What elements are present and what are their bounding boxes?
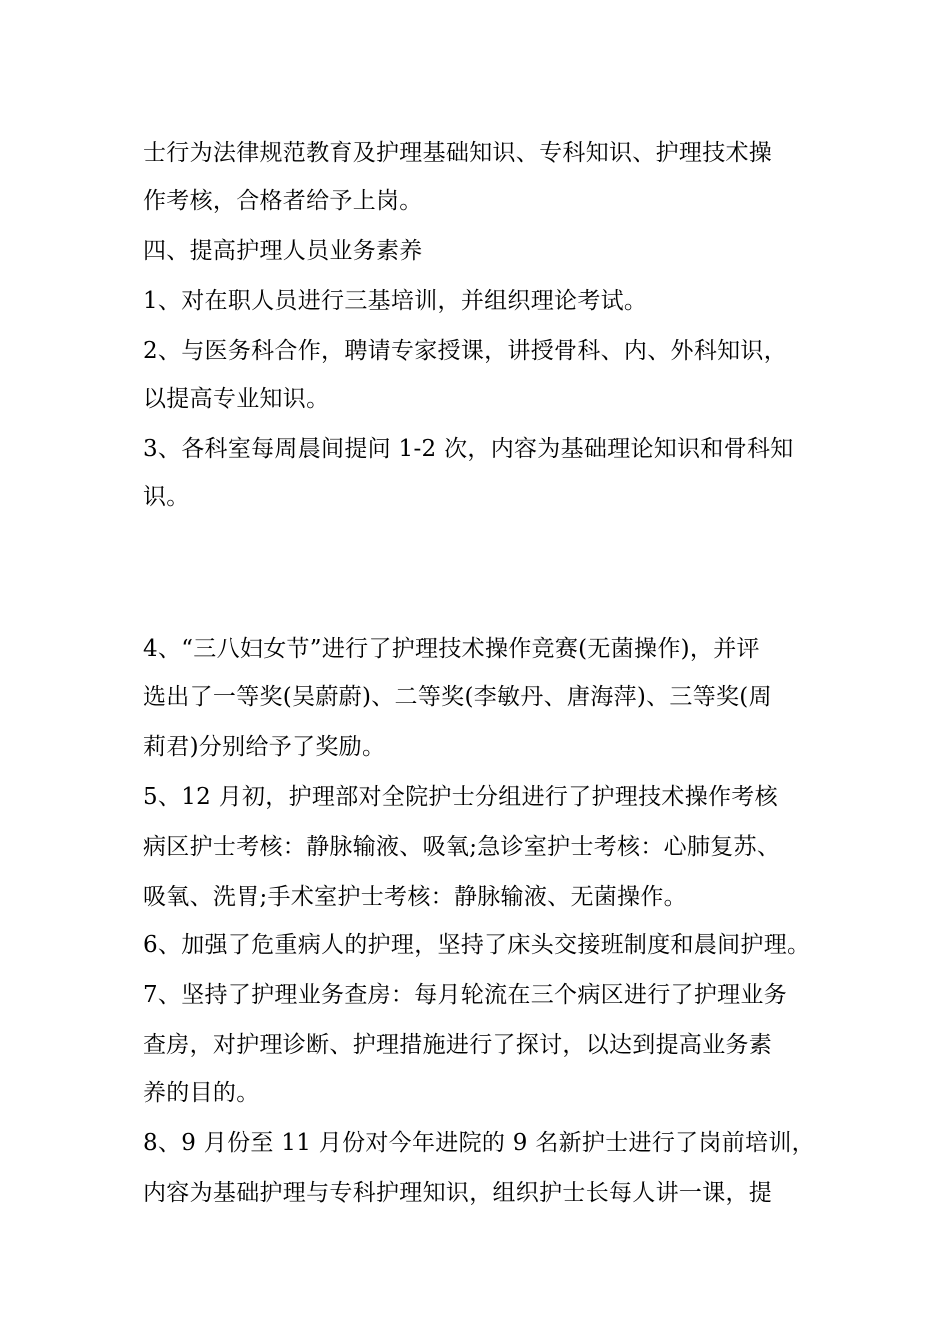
section-heading: 四、提高护理人员业务素养 (143, 238, 423, 264)
text-line: 2、与医务科合作，聘请专家授课，讲授骨科、内、外科知识， (143, 338, 788, 364)
text-line: 养的目的。 (143, 1080, 260, 1106)
text-line: 6、加强了危重病人的护理，坚持了床头交接班制度和晨间护理。 (143, 932, 811, 958)
text-line: 选出了一等奖(吴蔚蔚)、二等奖(李敏丹、唐海萍)、三等奖(周 (143, 684, 772, 710)
text-line: 5、12 月初，护理部对全院护士分组进行了护理技术操作考核 (143, 784, 778, 810)
text-line: 查房，对护理诊断、护理措施进行了探讨，以达到提高业务素 (143, 1032, 773, 1058)
text-line: 士行为法律规范教育及护理基础知识、专科知识、护理技术操 (143, 140, 773, 166)
text-line: 识。 (143, 484, 190, 510)
text-line: 7、坚持了护理业务查房：每月轮流在三个病区进行了护理业务 (143, 982, 788, 1008)
text-line: 以提高专业知识。 (143, 386, 330, 412)
text-line: 莉君)分别给予了奖励。 (143, 734, 386, 760)
text-line: 3、各科室每周晨间提问 1-2 次，内容为基础理论知识和骨科知 (143, 436, 794, 462)
text-line: 1、对在职人员进行三基培训，并组织理论考试。 (143, 288, 648, 314)
text-line: 病区护士考核：静脉输液、吸氧;急诊室护士考核：心肺复苏、 (143, 834, 781, 860)
text-line: 作考核，合格者给予上岗。 (143, 188, 423, 214)
text-line: 内容为基础护理与专科护理知识，组织护士长每人讲一课，提 (143, 1180, 773, 1206)
text-line: 8、9 月份至 11 月份对今年进院的 9 名新护士进行了岗前培训， (143, 1130, 815, 1156)
text-line: 4、“三八妇女节”进行了护理技术操作竞赛(无菌操作)，并评 (143, 636, 760, 662)
text-line: 吸氧、洗胃;手术室护士考核：静脉输液、无菌操作。 (143, 884, 687, 910)
